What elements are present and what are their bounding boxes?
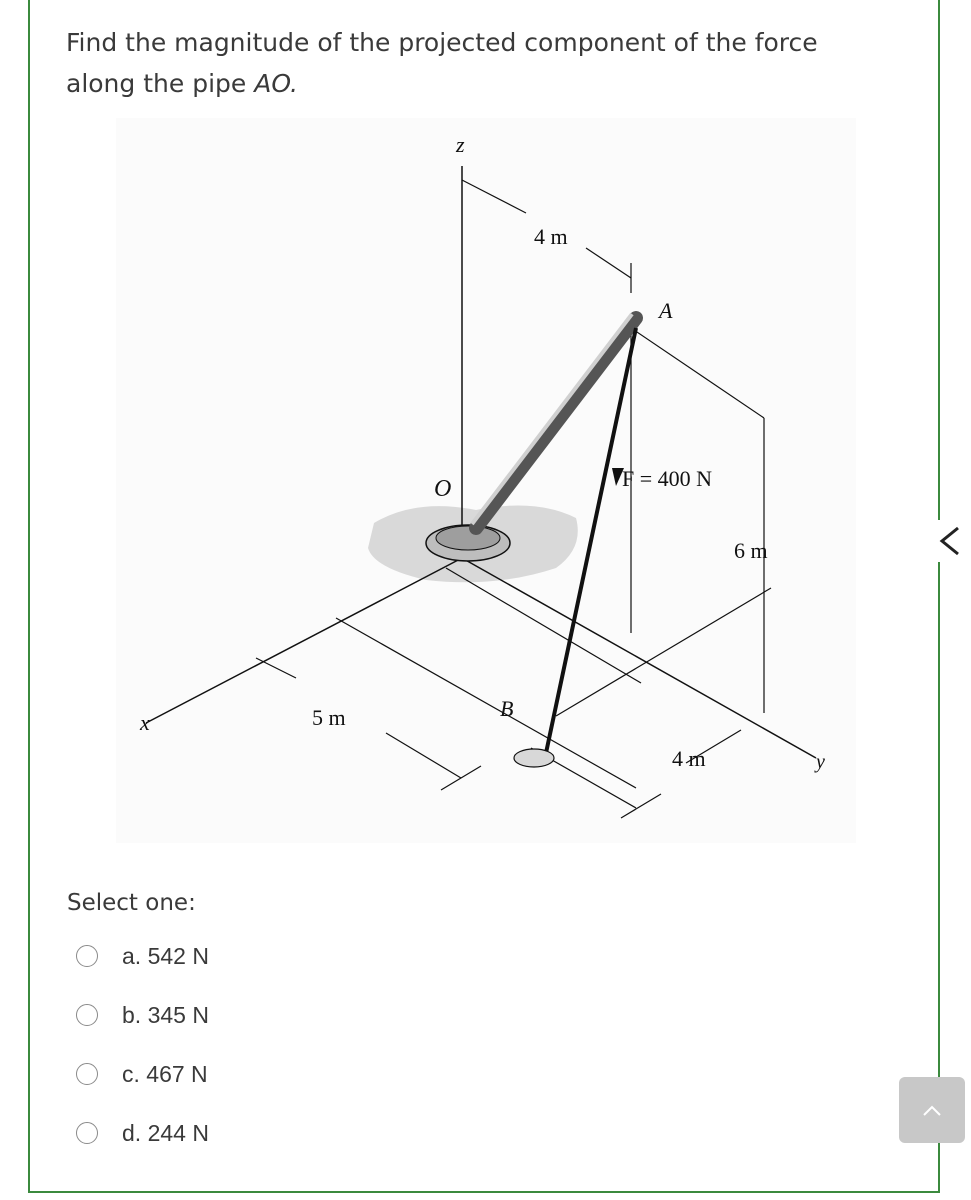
question-text — [66, 22, 926, 104]
option-d[interactable] — [76, 1115, 209, 1151]
option-b[interactable] — [76, 997, 209, 1033]
option-a-radio[interactable] — [76, 945, 98, 967]
label-dim-top: 4 m — [534, 224, 568, 249]
question-line-2-text: along the pipe — [66, 69, 255, 98]
option-c-radio[interactable] — [76, 1063, 98, 1085]
dim-top-line-2 — [586, 248, 631, 278]
option-c[interactable] — [76, 1056, 208, 1092]
label-x: x — [140, 710, 150, 735]
side-panel-toggle[interactable] — [932, 520, 971, 562]
dim-x-line-2 — [386, 733, 461, 778]
anchor-b — [514, 749, 554, 767]
label-z: z — [456, 132, 465, 157]
label-dim-x: 5 m — [312, 705, 346, 730]
dim-top-line-1 — [462, 180, 526, 213]
dim-x-line-1 — [256, 658, 296, 678]
option-d-radio[interactable] — [76, 1122, 98, 1144]
y-axis — [462, 558, 816, 758]
label-b: B — [500, 696, 514, 721]
problem-figure — [116, 118, 856, 843]
option-a-label[interactable]: a. 542 N — [122, 942, 209, 969]
chevron-left-icon[interactable] — [932, 520, 971, 562]
question-pipe-label: AO. — [254, 69, 298, 98]
label-dim-y: 4 m — [672, 746, 706, 771]
option-b-radio[interactable] — [76, 1004, 98, 1026]
scroll-to-top-button[interactable] — [899, 1077, 965, 1143]
label-o: O — [434, 476, 452, 502]
question-line-1: Find the magnitude of the projected component of the force — [66, 28, 818, 57]
option-d-label[interactable]: d. 244 N — [122, 1119, 209, 1146]
option-c-label[interactable]: c. 467 N — [122, 1060, 208, 1087]
option-a[interactable] — [76, 938, 209, 974]
label-y: y — [816, 751, 825, 773]
force-diagram — [116, 118, 856, 843]
label-a: A — [659, 298, 673, 323]
height-line-top — [631, 328, 764, 418]
base-plate-top — [436, 526, 500, 550]
option-b-label[interactable]: b. 345 N — [122, 1001, 209, 1028]
label-dim-height: 6 m — [734, 538, 768, 563]
chevron-up-icon[interactable] — [899, 1077, 965, 1143]
select-one-label: Select one: — [67, 890, 196, 916]
label-force: F = 400 N — [622, 466, 713, 491]
x-axis — [146, 558, 462, 723]
ground-line-1 — [336, 618, 636, 788]
pipe-ao-highlight — [472, 314, 632, 524]
ground-line-4 — [446, 568, 641, 683]
pipe-ao — [476, 318, 636, 528]
question-line-2 — [66, 63, 926, 104]
dim-y-tick — [621, 794, 661, 818]
